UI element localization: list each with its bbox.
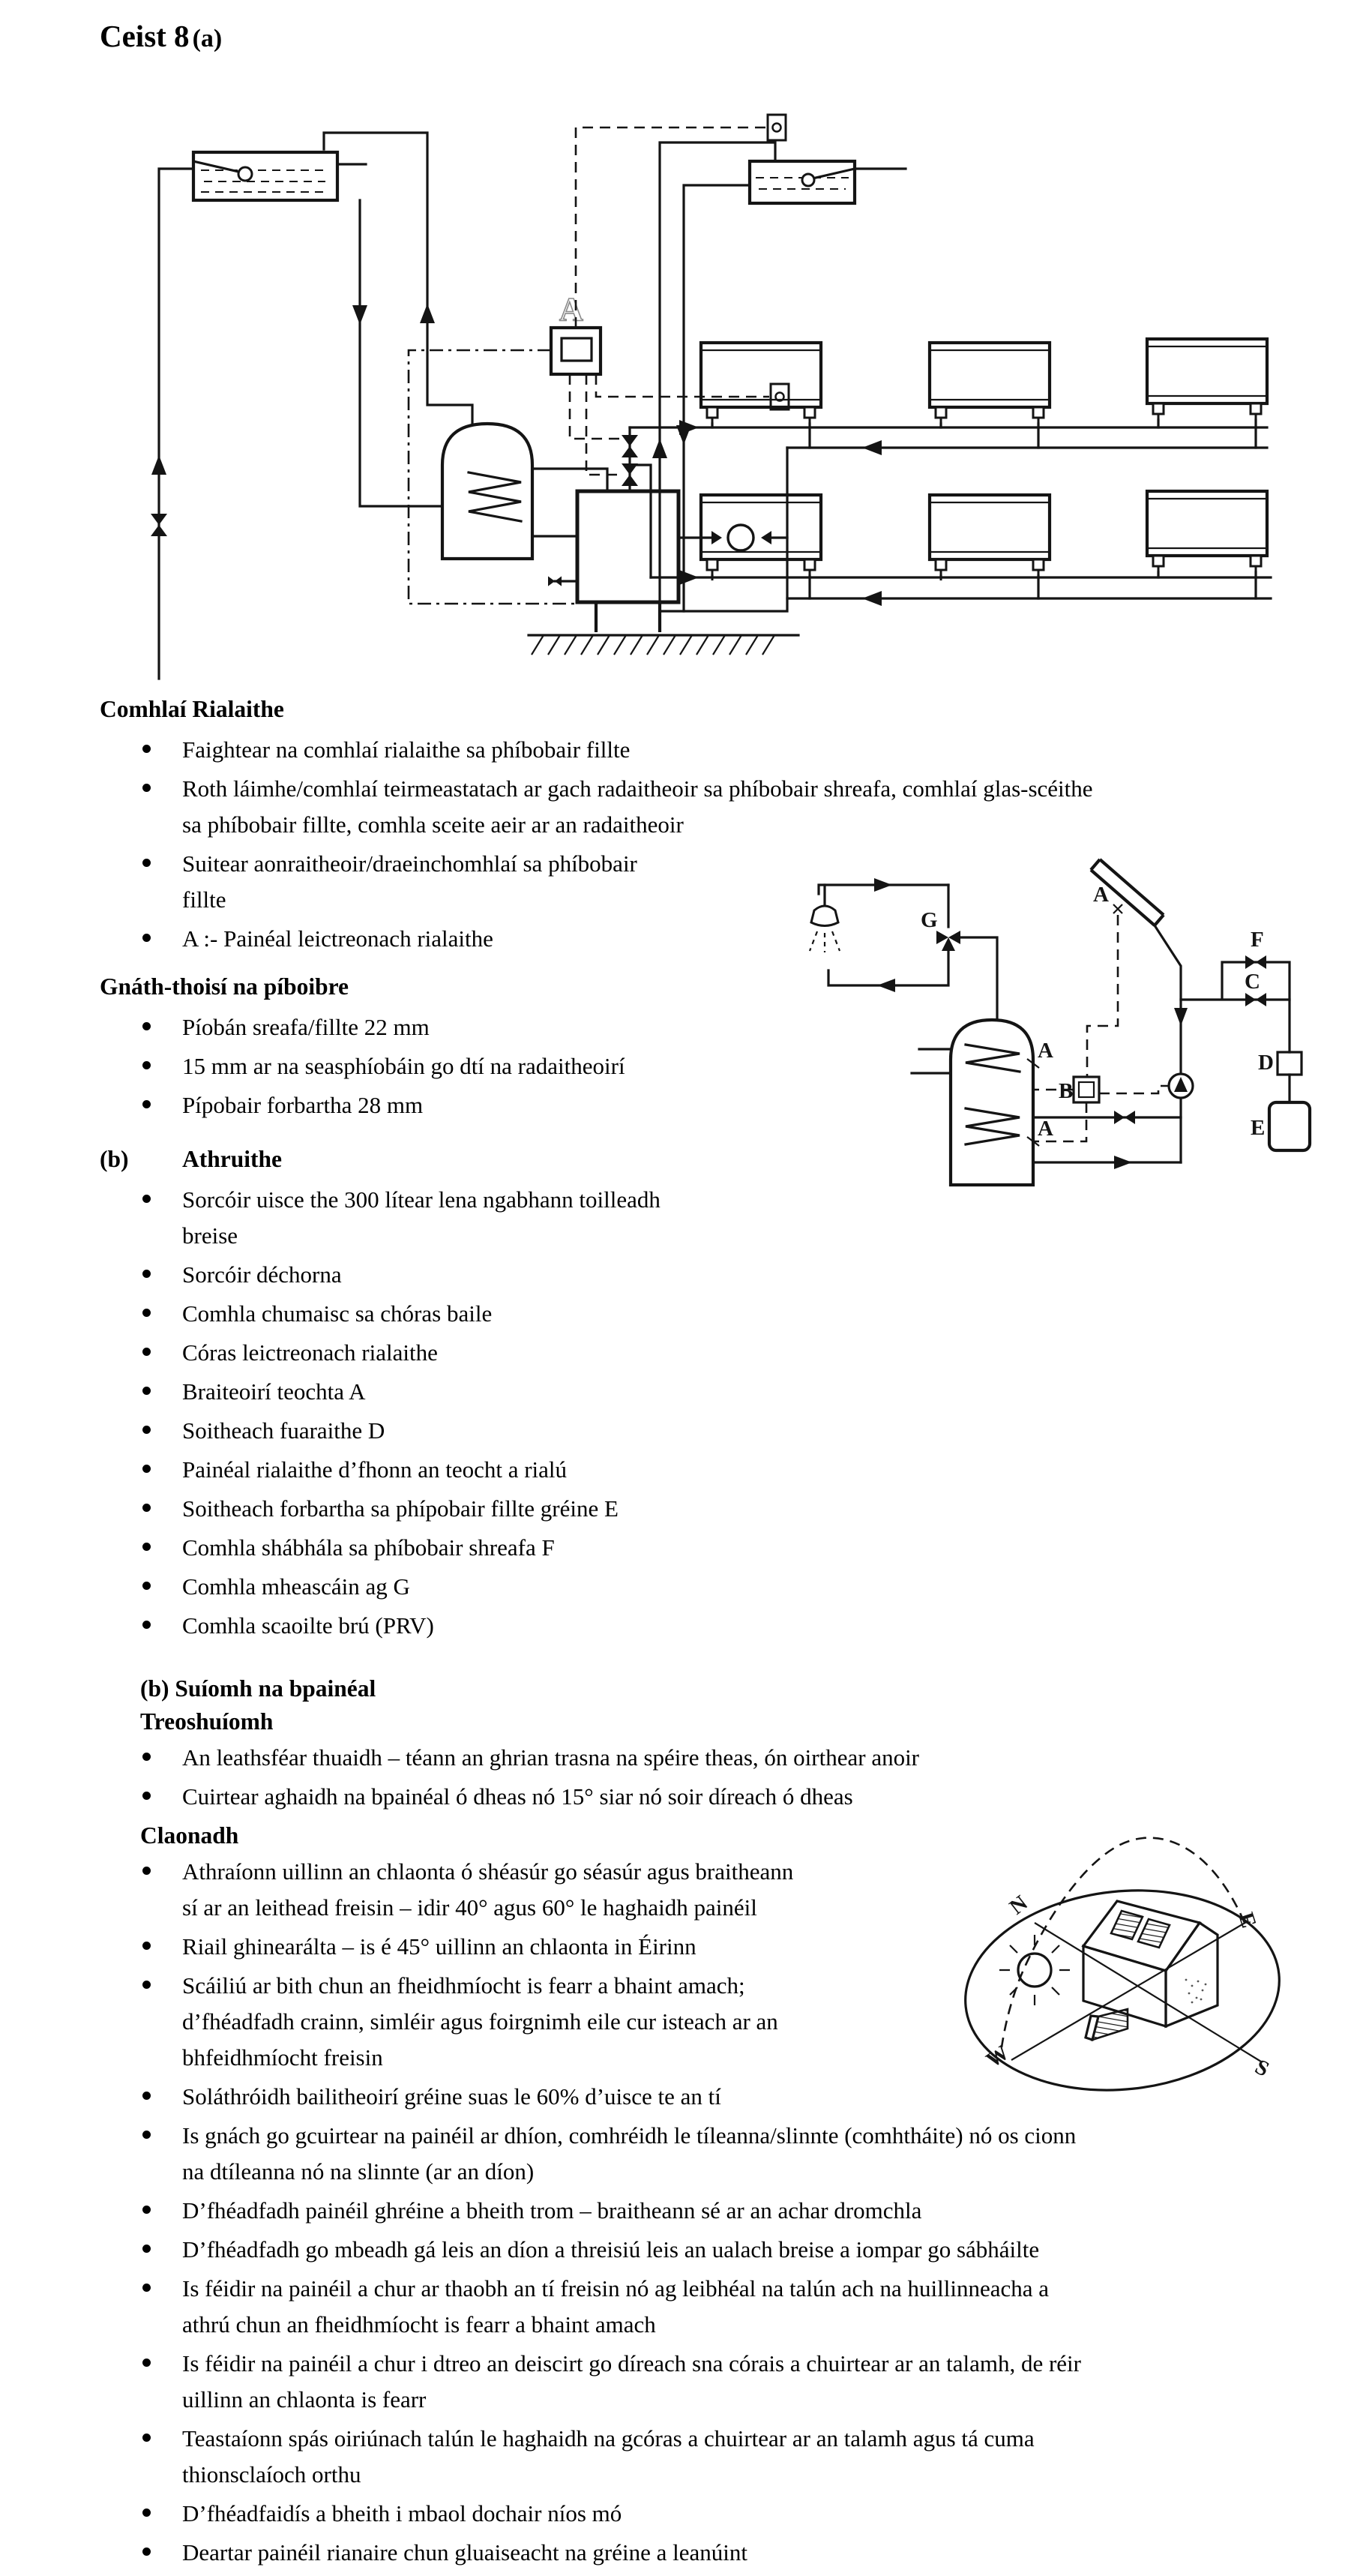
shower-circuit — [810, 878, 997, 1020]
text-line: Braiteoirí teochta A — [182, 1378, 366, 1405]
bullet-dot — [142, 1195, 151, 1203]
text-line: Comhla chumaisc sa chóras baile — [182, 1300, 493, 1327]
controller-label: A — [559, 291, 583, 328]
bullet-dot — [142, 1543, 151, 1551]
bullet-dot — [142, 1981, 151, 1989]
text-line: Comhla shábhála sa phíbobair shreafa F — [182, 1534, 555, 1561]
heating-system-diagram — [112, 86, 1282, 682]
list-item — [100, 2421, 1329, 2493]
text-line: Sorcóir déchorna — [182, 1261, 342, 1288]
vessel-e — [1269, 1102, 1310, 1150]
bullet-dot — [142, 2509, 151, 2517]
safety-valve-assembly — [1181, 928, 1310, 1150]
radiator — [1147, 339, 1267, 448]
vessel-d — [1278, 1052, 1302, 1075]
text-line: 15 mm ar na seasphíobáin go dtí na radaitheoirí — [182, 1053, 625, 1079]
radiator — [1147, 491, 1267, 598]
roof-solar-panel — [1138, 1919, 1170, 1948]
text-line: breise — [182, 1222, 238, 1249]
list-item — [100, 1491, 1329, 1527]
feed-expansion-cistern — [652, 142, 906, 611]
bullet-dot — [142, 2548, 151, 2556]
float-ball — [238, 167, 252, 181]
vessel-d-label: D — [1258, 1051, 1274, 1075]
bullet-dot — [142, 859, 151, 867]
text-line: A :- Painéal leictreonach rialaithe — [182, 925, 493, 952]
text-line: d’fhéadfadh crainn, simléir agus foirgnimh eile cur isteach ar an — [182, 2008, 778, 2035]
valve-c-label: C — [1245, 970, 1260, 994]
sensor-a-label: A — [1038, 1117, 1053, 1141]
bullet-dot — [142, 1270, 151, 1278]
house-illustration — [1083, 1901, 1218, 2026]
cold-feed-pipe — [352, 200, 442, 506]
section-heading: Comhlaí Rialaithe — [100, 696, 284, 722]
bullet-dot — [142, 1792, 151, 1800]
list-item — [100, 1608, 1329, 1644]
text-line: D’fhéadfaidís a bheith i mbaol dochair níos mó — [182, 2500, 622, 2527]
bullet-dot — [142, 1309, 151, 1317]
text-line: Teastaíonn spás oiriúnach talún le haghaidh na gcóras a chuirtear ar an talamh agus tá cuma — [182, 2425, 1035, 2452]
list-item — [100, 1452, 1329, 1488]
text-line: Painéal rialaithe d’fhonn an teocht a rialú — [182, 1456, 568, 1483]
part-label: (b) — [100, 1146, 129, 1172]
text-line: Comhla mheascáin ag G — [182, 1573, 410, 1600]
sensor-a-label: A — [1038, 1039, 1053, 1063]
text-line: sa phíbobair fillte, comhla sceite aeir ar an radaitheoir — [182, 811, 684, 838]
radiator — [701, 495, 821, 598]
compass-south-label: S — [1251, 2054, 1273, 2082]
bullet-dot — [142, 2092, 151, 2100]
boiler — [529, 491, 798, 655]
radiator — [701, 343, 821, 448]
valve-f-label: F — [1251, 928, 1264, 952]
radiator — [930, 495, 1050, 598]
solar-system-diagram — [772, 838, 1363, 1195]
isolating-valve-icon — [1114, 1111, 1135, 1124]
upper-coil — [966, 1045, 1020, 1072]
text-line: Scáiliú ar bith chun an fheidhmíocht is fearr a bhaint amach; — [182, 1972, 745, 1999]
roof-solar-panel — [1111, 1911, 1143, 1939]
bullet-dot — [142, 1867, 151, 1875]
radiator-row-lower — [701, 491, 1267, 598]
section-athruithe — [100, 1141, 1329, 1647]
text-line: Comhla scaoilte brú (PRV) — [182, 1612, 434, 1639]
section-heading: (b) Suíomh na bpainéal — [140, 1675, 376, 1702]
bullet-dot — [142, 2359, 151, 2367]
bullet-dot — [142, 745, 151, 753]
text-line: Is féidir na painéil a chur ar thaobh an tí freisin nó ag leibhéal na talún ach na huillinneacha a — [182, 2275, 1050, 2302]
text-line: Is féidir na painéil a chur i dtreo an deiscirt go díreach sna córais a chuirtear ar an talamh, de réir — [182, 2350, 1081, 2377]
list-item — [100, 1374, 1329, 1410]
gable-wall — [1166, 1923, 1218, 2026]
bullet-dot — [142, 1061, 151, 1069]
bullet-dot — [142, 2245, 151, 2253]
ground-hatching — [532, 635, 774, 655]
text-line: D’fhéadfadh painéil ghréine a bheith trom – braitheann sé ar an achar dromchla — [182, 2197, 922, 2224]
text-line: Athraíonn uillinn an chlaonta ó shéasúr go séasúr agus braitheann — [182, 1858, 794, 1885]
list-item — [100, 2496, 1329, 2532]
controller-wire-upstairs — [576, 127, 766, 328]
text-line: Córas leictreonach rialaithe — [182, 1339, 438, 1366]
bullet-dot — [142, 1426, 151, 1434]
text-line: fillte — [182, 886, 226, 913]
shower-icon — [810, 885, 840, 952]
list-item — [100, 1530, 1329, 1566]
text-line: uillinn an chlaonta is fearr — [182, 2386, 427, 2413]
list-item — [100, 1335, 1329, 1371]
section-heading: Gnáth-thoisí na píboibre — [100, 973, 349, 1000]
page-title — [100, 18, 222, 54]
text-line: na dtíleanna nó na slinnte (ar an díon) — [182, 2158, 535, 2185]
bullet-dot — [142, 1504, 151, 1512]
text-line: thionsclaíoch orthu — [182, 2461, 361, 2488]
bullet-dot — [142, 2206, 151, 2214]
bullet-dot — [142, 1582, 151, 1590]
text-line: bhfeidhmíocht freisin — [182, 2044, 383, 2071]
list-item — [100, 2193, 1329, 2229]
question-number: Ceist 8 — [100, 19, 190, 53]
bullet-dot — [142, 2434, 151, 2442]
pump-icon — [679, 525, 787, 550]
check-valve-icon — [1245, 970, 1266, 1006]
bullet-dot — [142, 1100, 151, 1108]
bullet-dot — [142, 2131, 151, 2139]
zone-valves — [622, 427, 651, 577]
bullet-dot — [142, 934, 151, 942]
west-east-line — [1011, 1921, 1248, 2060]
compass-west-label: W — [981, 2040, 1014, 2073]
collector-sensor-cross — [1113, 904, 1122, 913]
list-item — [100, 1413, 1329, 1449]
bullet-dot — [142, 1387, 151, 1395]
list-item — [100, 1740, 1329, 1776]
list-item — [100, 771, 1329, 843]
storage-cistern — [193, 152, 366, 200]
text-line: Píobán sreafa/fillte 22 mm — [182, 1014, 430, 1040]
list-item — [100, 2535, 1329, 2571]
text-line: Soláthróidh bailitheoirí gréine suas le 60% d’uisce te an tí — [182, 2083, 721, 2110]
mixing-valve-label: G — [921, 908, 938, 932]
wall-speckle — [1185, 1979, 1207, 2004]
float-ball — [802, 174, 814, 186]
list-item — [100, 2346, 1329, 2418]
pump-icon — [1169, 1074, 1193, 1098]
vent-pipe — [324, 133, 472, 424]
bullet-dot — [142, 1348, 151, 1356]
solar-controller — [1027, 915, 1169, 1146]
sub-heading-claonadh: Claonadh — [140, 1822, 239, 1849]
text-line: An leathsféar thuaidh – téann an ghrian trasna na spéire theas, ón oirthear anoir — [182, 1744, 920, 1771]
text-line: Faightear na comhlaí rialaithe sa phíbobair fillte — [182, 736, 631, 763]
section-heading: Athruithe — [182, 1146, 282, 1172]
lower-coil — [966, 1108, 1020, 1144]
text-line: Suitear aonraitheoir/draeinchomhlaí sa phíbobair — [182, 850, 637, 877]
bullet-dot — [142, 1465, 151, 1473]
text-line: Cuirtear aghaidh na bpainéal ó dheas nó 15° siar nó soir díreach ó dheas — [182, 1783, 853, 1810]
electronic-control-panel — [409, 127, 769, 604]
text-line: Soitheach forbartha sa phípobair fillte gréine E — [182, 1495, 619, 1522]
cylinder-coil — [469, 472, 521, 521]
bullet-dot — [142, 784, 151, 792]
vessel-e-label: E — [1251, 1116, 1266, 1140]
text-line: Riail ghinearálta – is é 45° uillinn an chlaonta in Éirinn — [182, 1933, 696, 1960]
text-line: Pípobair forbartha 28 mm — [182, 1092, 424, 1118]
list-item — [100, 1257, 1329, 1293]
bullet-dot — [142, 1753, 151, 1761]
text-line: Deartar painéil rianaire chun gluaiseacht na gréine a leanúint — [182, 2539, 747, 2566]
sub-heading-treoshuiomh: Treoshuíomh — [140, 1708, 274, 1735]
bullet-dot — [142, 1942, 151, 1950]
radiator — [930, 343, 1050, 448]
list-item — [100, 2271, 1329, 2343]
text-line: Sorcóir uisce the 300 lítear lena ngabhann toilleadh — [182, 1186, 661, 1213]
flow-return-pipes — [630, 420, 1271, 611]
bullet-dot — [142, 1022, 151, 1030]
list-item — [100, 1569, 1329, 1605]
list-item — [100, 2118, 1329, 2190]
text-line: D’fhéadfadh go mbeadh gá leis an díon a threisiú leis an ualach breise a iompar go sábháilte — [182, 2236, 1040, 2263]
mixing-valve-icon — [921, 908, 960, 951]
collector-label: A — [1093, 883, 1109, 907]
controller-b-label: B — [1059, 1079, 1074, 1103]
text-line: Is gnách go gcuirtear na painéil ar dhíon, comhréidh le tíleanna/slinnte (comhtháite) nó os cionn — [182, 2122, 1077, 2149]
text-line: Roth láimhe/comhlaí teirmeastatach ar gach radaitheoir sa phíbobair shreafa, comhlaí glas-scéithe — [182, 775, 1093, 802]
house-orientation-illustration — [939, 1801, 1359, 2094]
question-part: (a) — [192, 25, 223, 52]
text-line: Soitheach fuaraithe D — [182, 1417, 385, 1444]
compass-north-label: N — [1005, 1891, 1032, 1920]
bullet-dot — [142, 2284, 151, 2292]
text-line: sí ar an leithead freisin – idir 40° agus 60° le haghaidh painéil — [182, 1894, 757, 1921]
text-line: athrú chun an fheidhmíocht is fearr a bhaint amach — [182, 2311, 656, 2338]
compass-east-label: E — [1233, 1909, 1261, 1931]
list-item — [100, 1296, 1329, 1332]
list-item — [100, 732, 1329, 768]
bullet-dot — [142, 1621, 151, 1629]
rising-main-pipe — [151, 169, 193, 679]
room-thermostat — [768, 115, 786, 140]
list-item — [100, 2232, 1329, 2268]
